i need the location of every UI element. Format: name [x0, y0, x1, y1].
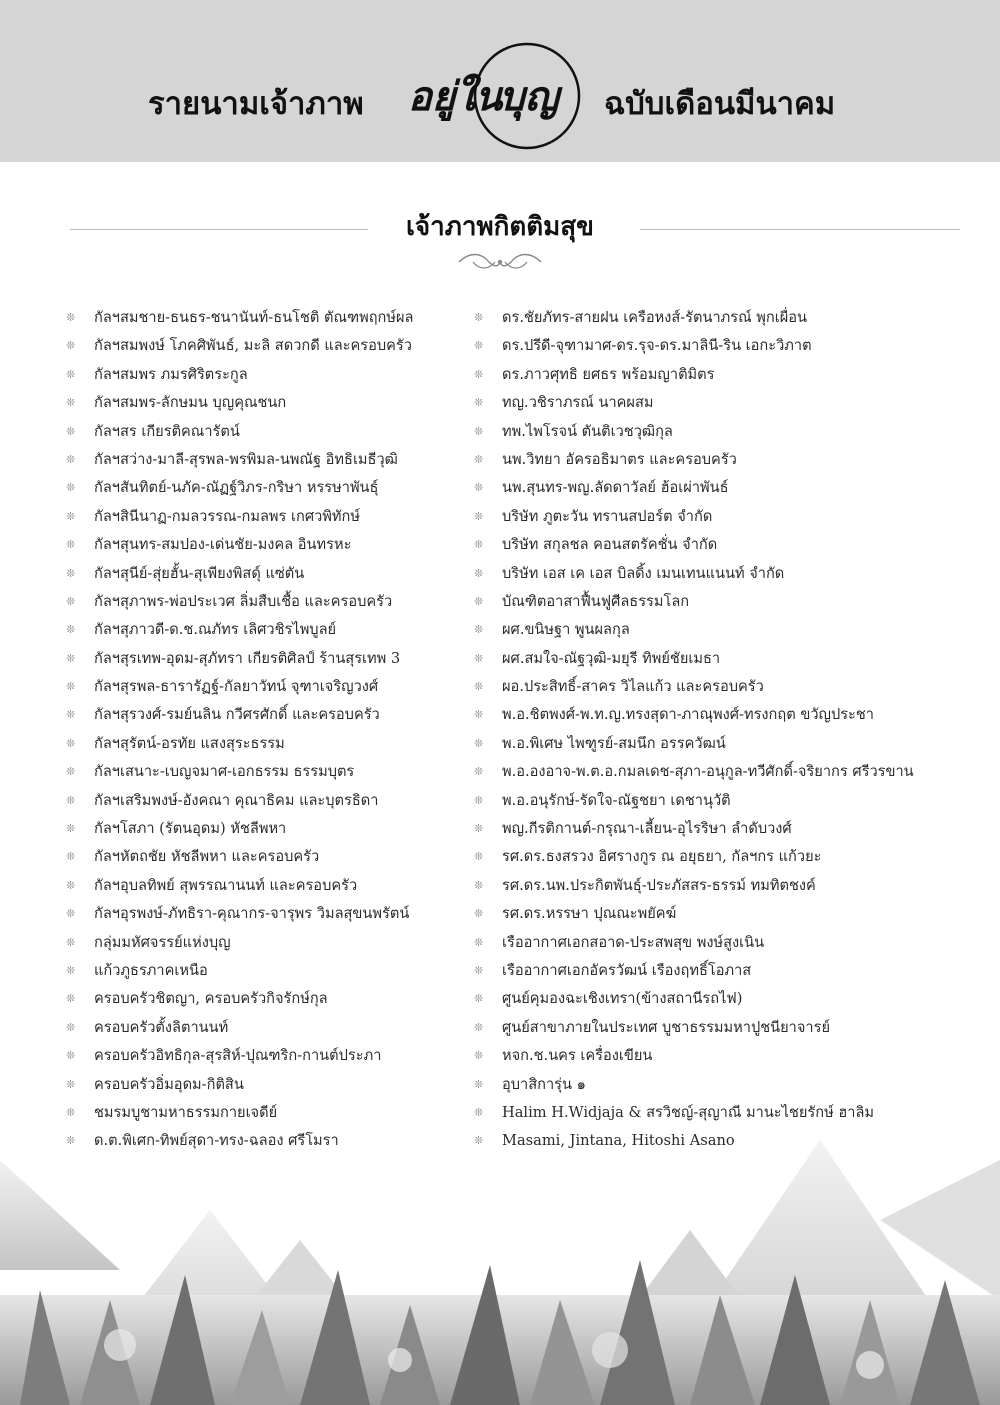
donor-list-item: [66, 1014, 468, 1042]
bullet-icon: ❊: [66, 822, 76, 836]
donor-name: พ.อ.อนุรักษ์-รัดใจ-ณัฐชยา เดชานุวัติ: [502, 791, 731, 809]
donor-name: กัลฯสร เกียรติคณารัตน์: [94, 422, 240, 440]
header-title-left: รายนามเจ้าภาพ: [148, 86, 364, 122]
section-rule-right: [640, 229, 960, 230]
donor-list-item: [474, 701, 974, 729]
donor-list-item: [66, 588, 468, 616]
donor-list-item: [474, 900, 974, 928]
bullet-icon: ❊: [474, 736, 484, 750]
donor-name: กัลฯสุภาพร-พ่อประเวศ ลิ่มสืบเชื้อ และครอบครัว: [94, 592, 393, 610]
donor-list-item: [474, 758, 974, 786]
bullet-icon: ❊: [66, 878, 76, 892]
donor-name: กัลฯสุรเทพ-อุดม-สุภัทรา เกียรติศิลป์ ร้านสุรเทพ 3: [94, 649, 401, 667]
donor-list-item: [474, 645, 974, 673]
donor-name: บริษัท สกุลชล คอนสตรัคชั่น จำกัด: [502, 536, 718, 554]
donor-name: บัณฑิตอาสาฟื้นฟูศีลธรรมโลก: [502, 592, 690, 610]
bullet-icon: ❊: [474, 708, 484, 722]
donor-name: ชมรมบูชามหาธรรมกายเจดีย์: [94, 1103, 278, 1121]
donor-name: พญ.กีรติกานต์-กรุณา-เลี้ยน-อุไรริษา ลำดับวงศ์: [502, 820, 792, 838]
donor-name: กัลฯเสริมพงษ์-อังคณา คุณาธิคม และบุตรธิดา: [94, 791, 379, 809]
donor-name: หจก.ช.นคร เครื่องเขียน: [502, 1047, 653, 1065]
donor-list-item: [66, 645, 468, 673]
donor-name: ครอบครัวอิทธิกุล-สุรสิห์-ปุณฑริก-กานต์ประภา: [94, 1047, 382, 1065]
donor-name: เรืออากาศเอกสอาด-ประสพสุข พงษ์สูงเนิน: [502, 933, 765, 951]
bullet-icon: ❊: [474, 1134, 484, 1148]
donor-name: กัลฯโสภา (รัตนอุดม) หัชลีพหา: [94, 820, 287, 838]
donor-name: ผศ.สมใจ-ณัฐวุฒิ-มยุรี ทิพย์ชัยเมธา: [502, 649, 721, 667]
bullet-icon: ❊: [66, 396, 76, 410]
bullet-icon: ❊: [474, 1105, 484, 1119]
donor-list-item: [66, 787, 468, 815]
donor-name: ผอ.ประสิทธิ์-สาคร วิไลแก้ว และครอบครัว: [502, 678, 764, 696]
bullet-icon: ❊: [66, 1105, 76, 1119]
donor-name: นพ.วิทยา อัครอธิมาตร และครอบครัว: [502, 450, 737, 468]
donor-name: ทพ.ไพโรจน์ ตันติเวชวุฒิกุล: [502, 422, 673, 440]
donor-list-item: [474, 304, 974, 332]
donor-list-item: [66, 758, 468, 786]
donor-name: ครอบครัวตั้งลิตานนท์: [94, 1018, 229, 1036]
donor-list-item: [474, 673, 974, 701]
donor-name: ศูนย์สาขาภายในประเทศ บูชาธรรมมหาปูชนียาจารย์: [502, 1018, 831, 1036]
donor-list-item: [474, 474, 974, 502]
bullet-icon: ❊: [66, 963, 76, 977]
donor-list-item: [66, 304, 468, 332]
bullet-icon: ❊: [66, 594, 76, 608]
bullet-icon: ❊: [474, 452, 484, 466]
bullet-icon: ❊: [66, 1134, 76, 1148]
donor-list-item: [66, 985, 468, 1013]
bullet-icon: ❊: [474, 509, 484, 523]
bullet-icon: ❊: [474, 339, 484, 353]
donor-list-item: [474, 815, 974, 843]
donor-list-item: [474, 730, 974, 758]
bullet-icon: ❊: [66, 850, 76, 864]
donor-list-item: [474, 957, 974, 985]
bullet-icon: ❊: [474, 311, 484, 324]
donor-name: ผศ.ขนิษฐา พูนผลกุล: [502, 621, 630, 639]
ornament-divider-icon: [455, 250, 545, 274]
page-header-band: [0, 0, 1000, 162]
bullet-icon: ❊: [474, 424, 484, 438]
bullet-icon: ❊: [474, 680, 484, 694]
bullet-icon: ❊: [66, 339, 76, 353]
bullet-icon: ❊: [474, 850, 484, 864]
donor-name: ดร.ชัยภัทร-สายฝน เครือหงส์-รัตนาภรณ์ พุกเผื่อน: [502, 309, 808, 326]
bullet-icon: ❊: [474, 651, 484, 665]
bullet-icon: ❊: [66, 623, 76, 637]
bullet-icon: ❊: [66, 907, 76, 921]
bullet-icon: ❊: [66, 765, 76, 779]
bullet-icon: ❊: [66, 651, 76, 665]
donor-list-item: [474, 985, 974, 1013]
donor-list-item: [66, 929, 468, 957]
donor-list-item: [66, 474, 468, 502]
bullet-icon: ❊: [474, 793, 484, 807]
donor-name: กัลฯสินีนาฏ-กมลวรรณ-กมลพร เกศวพิทักษ์: [94, 507, 360, 525]
section-title: เจ้าภาพกิตติมสุข: [406, 212, 594, 242]
bullet-icon: ❊: [66, 736, 76, 750]
magazine-logo: [385, 40, 597, 160]
bullet-icon: ❊: [474, 992, 484, 1006]
bullet-icon: ❊: [66, 935, 76, 949]
donor-list-item: [66, 389, 468, 417]
donor-list-item: [66, 673, 468, 701]
bullet-icon: ❊: [474, 367, 484, 381]
bullet-icon: ❊: [66, 793, 76, 807]
donor-name: กัลฯสุนีย์-สุ่ยฮั้น-สุเพียงพิสดุ์ แซ่ตัน: [94, 564, 305, 582]
donor-name: กัลฯอุรพงษ์-ภัทธิรา-คุณากร-จารุพร วิมลสุขนพรัตน์: [94, 905, 410, 923]
donor-name: กัลฯสมชาย-ธนธร-ชนานันท์-ธนโชติ ตัณฑพฤกษ์ผล: [94, 309, 414, 326]
donor-name: รศ.ดร.นพ.ประกิตพันธุ์-ประภัสสร-ธรรม์ ทมทิตชงค์: [502, 876, 816, 894]
donor-name: กัลฯอุบลทิพย์ สุพรรณานนท์ และครอบครัว: [94, 876, 358, 894]
bullet-icon: ❊: [474, 765, 484, 779]
donor-name: นพ.สุนทร-พญ.ลัดดาวัลย์ ฮ้อเผ่าพันธ์: [502, 479, 729, 497]
donor-name: กัลฯสุรัตน์-อรทัย แสงสุระธรรม: [94, 734, 285, 752]
logo-word-right: บุญ: [499, 73, 559, 120]
donor-list-item: [66, 361, 468, 389]
bullet-icon: ❊: [66, 566, 76, 580]
logo-word-left: อยู่ใน: [407, 73, 503, 120]
donor-list-item: [66, 815, 468, 843]
bullet-icon: ❊: [474, 1049, 484, 1063]
donor-name: กัลฯหัตถชัย หัชลีพหา และครอบครัว: [94, 848, 320, 866]
donor-name: กัลฯสุรพล-ธารารัฏฐ์-กัลยาวัทน์ จุฑาเจริญวงศ์: [94, 678, 379, 696]
decorative-crystal-mountains: [0, 1100, 1000, 1405]
bullet-icon: ❊: [66, 481, 76, 495]
bullet-icon: ❊: [474, 566, 484, 580]
bullet-icon: ❊: [66, 452, 76, 466]
bullet-icon: ❊: [474, 396, 484, 410]
donor-list-item: [474, 616, 974, 644]
donor-name: พ.อ.ชิตพงศ์-พ.ท.ญ.ทรงสุดา-ภาณุพงศ์-ทรงกฤต ขวัญประชา: [502, 706, 874, 724]
donor-list-item: [66, 418, 468, 446]
donor-list-item: [66, 503, 468, 531]
bullet-icon: ❊: [66, 680, 76, 694]
donor-list-item: [474, 332, 974, 360]
bullet-icon: ❊: [474, 907, 484, 921]
donor-list-right: [474, 304, 974, 1156]
donor-name: เรืออากาศเอกอัครวัฒน์ เรืองฤทธิ์โอภาส: [502, 961, 752, 979]
donor-list-item: [66, 531, 468, 559]
donor-name: ทญ.วชิราภรณ์ นาคผสม: [502, 394, 654, 412]
donor-list-item: [474, 1042, 974, 1070]
bullet-icon: ❊: [66, 1049, 76, 1063]
bullet-icon: ❊: [474, 594, 484, 608]
header-title-right: ฉบับเดือนมีนาคม: [604, 86, 836, 122]
donor-list-item: [474, 560, 974, 588]
donor-list-item: [474, 1014, 974, 1042]
donor-name: พ.อ.พิเศษ ไพฑูรย์-สมนึก อรรควัฒน์: [502, 734, 726, 752]
donor-list-item: [474, 446, 974, 474]
bullet-icon: ❊: [474, 963, 484, 977]
bullet-icon: ❊: [474, 623, 484, 637]
donor-list-item: [66, 1071, 468, 1099]
bullet-icon: ❊: [66, 311, 76, 324]
donor-list-item: [474, 843, 974, 871]
donor-name: ดร.ภาวศุทธิ ยศธร พร้อมญาติมิตร: [502, 365, 715, 383]
donor-name: กัลฯสมพร ภมรศิริตระกูล: [94, 365, 248, 383]
donor-list-item: [66, 843, 468, 871]
donor-name: ครอบครัวชิตญา, ครอบครัวกิจรักษ์กุล: [94, 990, 328, 1008]
donor-name: Halim H.Widjaja & สรวิชญ์-สุญาณี มานะไชยรักษ์ ฮาลิม: [502, 1103, 875, 1121]
donor-list-item: [66, 730, 468, 758]
donor-list-item: [66, 900, 468, 928]
bullet-icon: ❊: [66, 708, 76, 722]
donor-list-item: [66, 332, 468, 360]
bullet-icon: ❊: [66, 424, 76, 438]
bullet-icon: ❊: [66, 367, 76, 381]
donor-name: ครอบครัวอิ่มอุดม-กิติสิน: [94, 1075, 244, 1093]
bullet-icon: ❊: [66, 509, 76, 523]
bullet-icon: ❊: [474, 481, 484, 495]
donor-list-item: [474, 418, 974, 446]
donor-name: บริษัท เอส เค เอส บิลดิ้ง เมนเทนแนนท์ จำกัด: [502, 564, 785, 582]
donor-name: กัลฯสว่าง-มาลี-สุรพล-พรพิมล-นพณัฐ อิทธิเมธีวุฒิ: [94, 450, 398, 468]
donor-list-item: [66, 957, 468, 985]
donor-name: Masami, Jintana, Hitoshi Asano: [502, 1132, 735, 1150]
bullet-icon: ❊: [66, 1077, 76, 1091]
donor-list-item: [474, 389, 974, 417]
donor-list-item: [66, 560, 468, 588]
donor-name: กัลฯเสนาะ-เบญจมาศ-เอกธรรม ธรรมบุตร: [94, 763, 355, 781]
donor-name: พ.อ.องอาจ-พ.ต.อ.กมลเดช-สุภา-อนุกูล-ทวีศักดิ์-จริยากร ศรีวรขาน: [502, 763, 914, 781]
donor-list-item: [474, 787, 974, 815]
donor-name: กัลฯสุรวงศ์-รมย์นลิน กวีศรศักดิ์ และครอบครัว: [94, 706, 380, 724]
donor-list-item: [474, 361, 974, 389]
donor-name: รศ.ดร.ธงสรวง อิศรางกูร ณ อยุธยา, กัลฯกร แก้วยะ: [502, 848, 822, 866]
donor-name: กัลฯสันทิตย์-นภัค-ณัฏฐ์วิภร-กริษา หรรษาพันธุ์: [94, 479, 379, 497]
donor-name: กลุ่มมหัศจรรย์แห่งบุญ: [94, 933, 231, 951]
bullet-icon: ❊: [66, 538, 76, 552]
donor-name: กัลฯสุนทร-สมปอง-เด่นชัย-มงคล อินทรหะ: [94, 536, 352, 554]
donor-name: กัลฯสุภาวดี-ด.ช.ณภัทร เลิศวชิรไพบูลย์: [94, 621, 337, 639]
bullet-icon: ❊: [66, 992, 76, 1006]
donor-list-item: [474, 531, 974, 559]
donor-name: กัลฯสมพงษ์ โภคศิพันธ์, มะลิ สดวกดี และครอบครัว: [94, 337, 412, 355]
bullet-icon: ❊: [66, 1020, 76, 1034]
donor-list-item: [66, 446, 468, 474]
donor-list-item: [66, 872, 468, 900]
donor-name: อุบาสิการุ่น ๑: [502, 1075, 586, 1093]
donor-list-item: [474, 1071, 974, 1099]
bullet-icon: ❊: [474, 538, 484, 552]
bullet-icon: ❊: [474, 822, 484, 836]
donor-name: กัลฯสมพร-ลักษมน บุญคุณชนก: [94, 394, 287, 412]
donor-list-item: [474, 503, 974, 531]
donor-name: ดร.ปรีดี-จุฑามาศ-ดร.รุจ-ดร.มาลินี-ริน เอกะวิภาต: [502, 337, 812, 355]
donor-name: ศูนย์คุมองฉะเชิงเทรา(ข้างสถานีรถไฟ): [502, 990, 743, 1008]
donor-name: ด.ต.พิเศก-ทิพย์สุดา-ทรง-ฉลอง ศรีโมรา: [94, 1132, 339, 1150]
donor-list-item: [474, 872, 974, 900]
donor-list-item: [474, 929, 974, 957]
donor-list-left: [66, 304, 468, 1156]
donor-list-item: [474, 588, 974, 616]
bullet-icon: ❊: [474, 878, 484, 892]
bullet-icon: ❊: [474, 1077, 484, 1091]
donor-list-item: [66, 616, 468, 644]
bullet-icon: ❊: [474, 1020, 484, 1034]
bullet-icon: ❊: [474, 935, 484, 949]
donor-name: รศ.ดร.หรรษา ปุณณะพยัคฆ์: [502, 905, 677, 923]
donor-name: แก้วภูธรภาคเหนือ: [94, 961, 208, 979]
donor-list-item: [66, 701, 468, 729]
donor-name: บริษัท ภูตะวัน ทรานสปอร์ต จำกัด: [502, 507, 713, 525]
donor-list-item: [66, 1042, 468, 1070]
